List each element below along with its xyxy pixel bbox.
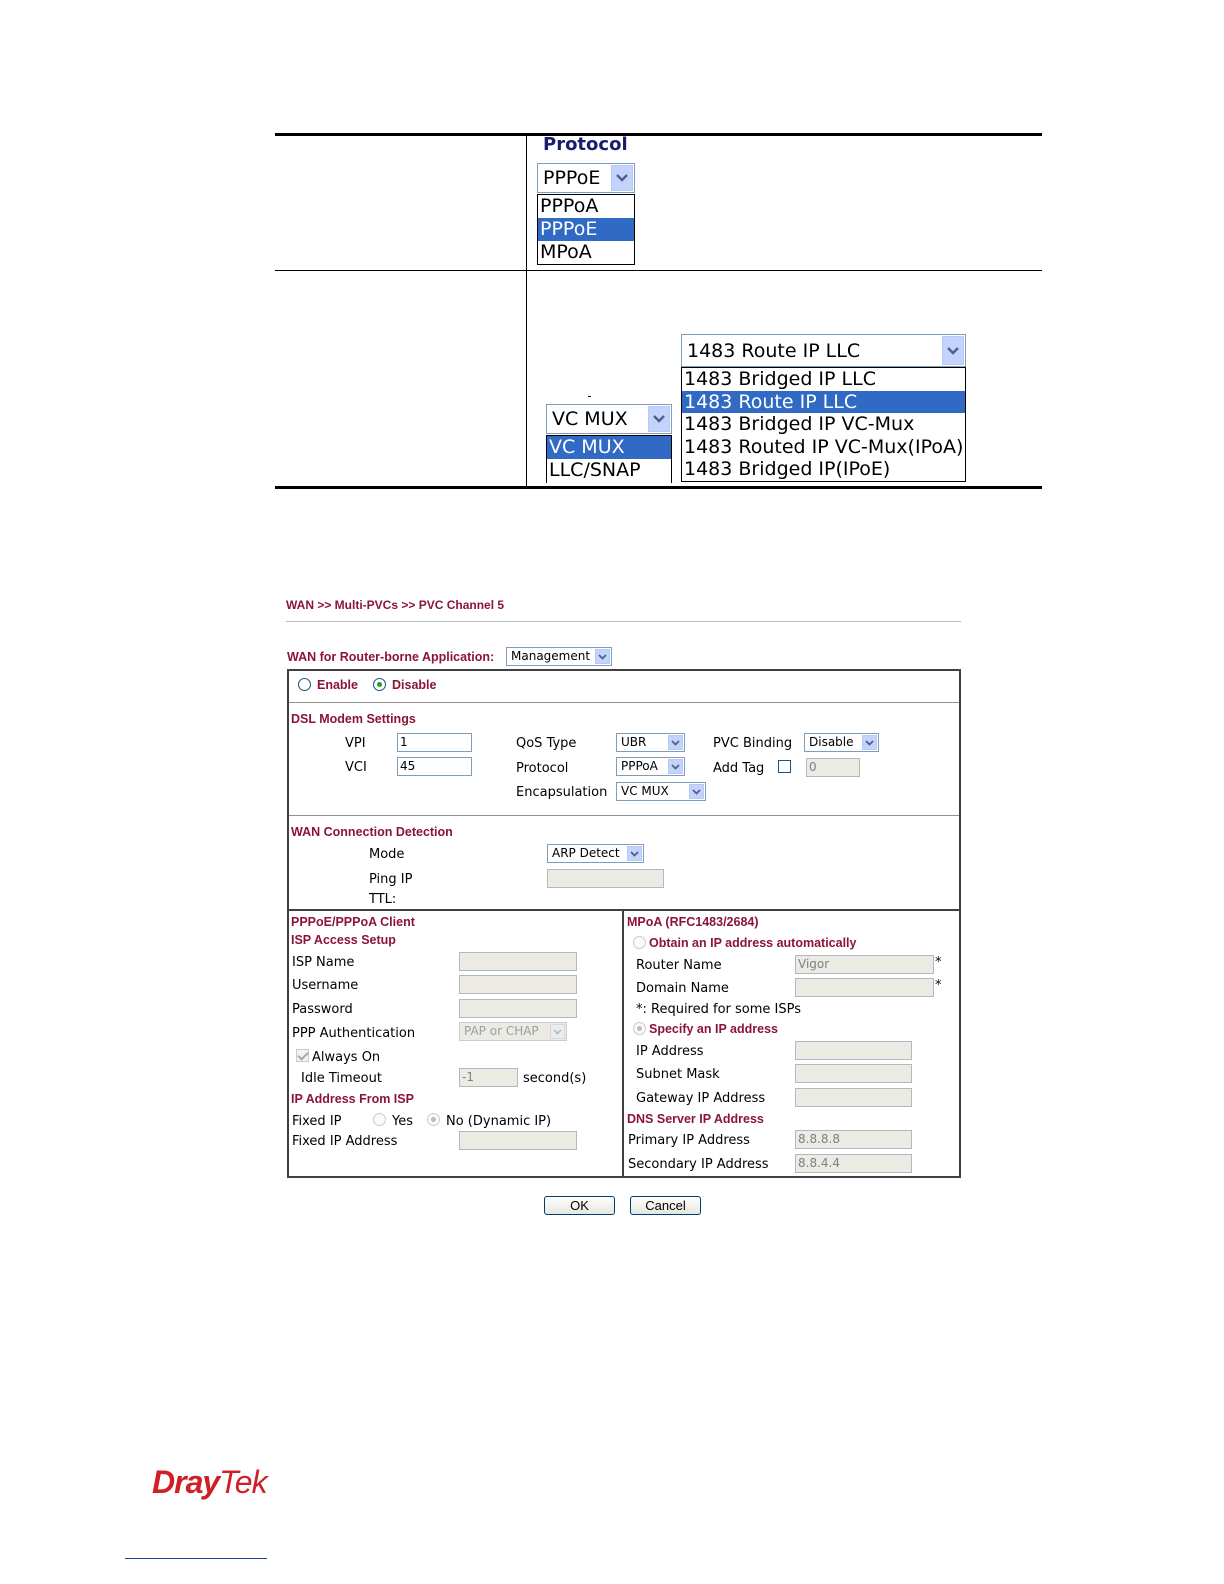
vci-input[interactable]: 45 — [397, 757, 472, 776]
protocol-label: Protocol — [516, 761, 569, 776]
protocol-dropdown-list — [537, 194, 635, 265]
table-row-rule — [275, 270, 1042, 271]
chevron-down-icon[interactable] — [611, 165, 633, 191]
detect-section-title: WAN Connection Detection — [291, 825, 453, 839]
chevron-down-icon[interactable] — [668, 735, 683, 750]
ppp-auth-label: PPP Authentication — [292, 1026, 416, 1041]
fixed-ip-yes-radio[interactable] — [373, 1113, 386, 1126]
protocol-select-value: PPPoE — [543, 167, 601, 189]
ip-address-label: IP Address — [636, 1044, 704, 1059]
fixed-ip-no-radio[interactable] — [427, 1113, 440, 1126]
mpoa-option-3[interactable]: 1483 Bridged IP VC-Mux — [684, 413, 915, 436]
protocol-option-pppoa[interactable]: PPPoA — [540, 195, 599, 217]
primary-dns-label: Primary IP Address — [628, 1133, 750, 1148]
ip-from-isp-title: IP Address From ISP — [291, 1092, 414, 1106]
vc-mux-select[interactable] — [546, 404, 672, 434]
subnet-mask-label: Subnet Mask — [636, 1067, 720, 1082]
mpoa-option-4[interactable]: 1483 Routed IP VC-Mux(IPoA) — [684, 435, 964, 458]
ok-button[interactable]: OK — [544, 1196, 615, 1215]
footer-rule — [125, 1558, 267, 1559]
isp-section-title: ISP Access Setup — [291, 933, 396, 947]
fixed-ip-address-label: Fixed IP Address — [292, 1134, 398, 1149]
ppp-auth-select-value: PAP or CHAP — [464, 1024, 539, 1038]
gateway-label: Gateway IP Address — [636, 1091, 766, 1106]
divider — [289, 909, 959, 911]
always-on-checkbox[interactable] — [296, 1049, 309, 1062]
dns-section-title: DNS Server IP Address — [627, 1112, 764, 1126]
protocol-title: Protocol — [543, 134, 628, 155]
idle-unit-label: second(s) — [523, 1071, 587, 1086]
protocol-option-mpoa[interactable]: MPoA — [540, 241, 592, 263]
table-bottom-rule — [275, 486, 1042, 489]
fixed-ip-yes-label: Yes — [392, 1114, 413, 1129]
vpi-label: VPI — [345, 736, 366, 751]
chevron-down-icon[interactable] — [627, 846, 642, 861]
app-label: WAN for Router-borne Application: — [287, 650, 495, 664]
breadcrumb-divider — [286, 621, 961, 622]
router-name-input[interactable]: Vigor — [795, 955, 934, 974]
vc-option-vc-mux[interactable]: VC MUX — [547, 436, 671, 459]
primary-dns-input[interactable]: 8.8.8.8 — [795, 1130, 912, 1149]
ping-ip-label: Ping IP — [369, 872, 413, 887]
fixed-ip-label: Fixed IP — [292, 1114, 342, 1129]
vci-label: VCI — [345, 760, 367, 775]
protocol-form-select-value: PPPoA — [621, 759, 658, 773]
ip-address-input[interactable] — [795, 1041, 912, 1060]
chevron-down-icon[interactable] — [689, 784, 704, 799]
gateway-input[interactable] — [795, 1088, 912, 1107]
draytek-logo — [152, 1464, 267, 1501]
specify-ip-label: Specify an IP address — [649, 1022, 778, 1036]
chevron-down-icon[interactable] — [942, 336, 964, 365]
ttl-label: TTL: — [369, 892, 397, 907]
secondary-dns-input[interactable]: 8.8.4.4 — [795, 1154, 912, 1173]
chevron-down-icon[interactable] — [595, 649, 610, 664]
domain-name-input[interactable] — [795, 978, 934, 997]
app-select[interactable] — [506, 647, 612, 666]
add-tag-checkbox[interactable] — [778, 760, 791, 773]
mpoa-dropdown-list — [681, 367, 966, 482]
chevron-down-icon[interactable] — [648, 406, 670, 432]
idle-timeout-input[interactable]: -1 — [459, 1068, 518, 1087]
enable-label: Enable — [317, 678, 358, 692]
encapsulation-select[interactable] — [616, 782, 706, 801]
secondary-dns-label: Secondary IP Address — [628, 1157, 769, 1172]
vpi-input[interactable]: 1 — [397, 733, 472, 752]
pvc-binding-select[interactable] — [804, 733, 879, 752]
protocol-form-select[interactable] — [616, 757, 685, 776]
vc-option-llc-snap[interactable]: LLC/SNAP — [549, 459, 641, 481]
ping-ip-input[interactable] — [547, 869, 664, 888]
ppp-section-title: PPPoE/PPPoA Client — [291, 915, 415, 929]
always-on-label: Always On — [312, 1050, 381, 1065]
mpoa-select-value: 1483 Route IP LLC — [687, 339, 861, 362]
table-top-rule — [275, 133, 1042, 136]
password-label: Password — [292, 1002, 353, 1017]
required-note: *: Required for some ISPs — [636, 1002, 802, 1017]
protocol-option-pppoe[interactable]: PPPoE — [538, 218, 634, 241]
mpoa-option-2[interactable]: 1483 Route IP LLC — [682, 391, 965, 414]
obtain-ip-radio[interactable] — [633, 936, 646, 949]
mpoa-select[interactable] — [681, 334, 966, 367]
dsl-section-title: DSL Modem Settings — [291, 712, 416, 726]
chevron-down-icon[interactable] — [862, 735, 877, 750]
divider — [289, 702, 959, 703]
isp-name-label: ISP Name — [292, 955, 355, 970]
app-select-value: Management — [511, 649, 591, 663]
disable-label: Disable — [392, 678, 437, 692]
qos-select[interactable] — [616, 733, 685, 752]
disable-radio[interactable] — [373, 678, 386, 691]
ppp-auth-select[interactable] — [459, 1022, 567, 1041]
mode-select[interactable] — [547, 844, 644, 863]
logo-tek: Tek — [219, 1464, 267, 1500]
mpoa-section-title: MPoA (RFC1483/2684) — [627, 915, 759, 929]
cancel-button[interactable]: Cancel — [630, 1196, 701, 1215]
router-name-required-star: * — [935, 955, 942, 970]
idle-timeout-label: Idle Timeout — [301, 1071, 382, 1086]
vc-mux-select-value: VC MUX — [552, 408, 628, 430]
breadcrumb: WAN >> Multi-PVCs >> PVC Channel 5 — [286, 598, 505, 612]
obtain-ip-label: Obtain an IP address automatically — [649, 936, 857, 950]
mpoa-option-1[interactable]: 1483 Bridged IP LLC — [684, 368, 876, 390]
qos-select-value: UBR — [621, 735, 647, 749]
pvc-binding-label: PVC Binding — [713, 736, 793, 751]
add-tag-input[interactable]: 0 — [806, 758, 860, 777]
password-input[interactable] — [459, 999, 577, 1018]
encapsulation-label: Encapsulation — [516, 785, 608, 800]
chevron-down-icon[interactable] — [550, 1024, 565, 1039]
enable-radio[interactable] — [298, 678, 311, 691]
domain-name-label: Domain Name — [636, 981, 729, 996]
username-input[interactable] — [459, 975, 577, 994]
protocol-select[interactable] — [537, 163, 635, 193]
domain-name-required-star: * — [935, 978, 942, 993]
add-tag-label: Add Tag — [713, 761, 765, 776]
mode-label: Mode — [369, 847, 405, 862]
router-name-label: Router Name — [636, 958, 722, 973]
fixed-ip-no-label: No (Dynamic IP) — [446, 1114, 552, 1129]
table-column-separator — [526, 135, 527, 488]
pvc-binding-select-value: Disable — [809, 735, 854, 749]
qos-label: QoS Type — [516, 736, 577, 751]
mode-select-value: ARP Detect — [552, 846, 620, 860]
divider — [289, 815, 959, 816]
encapsulation-select-value: VC MUX — [621, 784, 669, 798]
username-label: Username — [292, 978, 359, 993]
fixed-ip-address-input[interactable] — [459, 1131, 577, 1150]
vc-mux-dropdown-list — [546, 435, 672, 483]
tick-mark — [588, 396, 591, 397]
subnet-mask-input[interactable] — [795, 1064, 912, 1083]
specify-ip-radio[interactable] — [633, 1022, 646, 1035]
chevron-down-icon[interactable] — [668, 759, 683, 774]
column-divider — [622, 910, 624, 1177]
mpoa-option-5[interactable]: 1483 Bridged IP(IPoE) — [684, 458, 891, 481]
logo-dray: Dray — [152, 1464, 220, 1500]
isp-name-input[interactable] — [459, 952, 577, 971]
